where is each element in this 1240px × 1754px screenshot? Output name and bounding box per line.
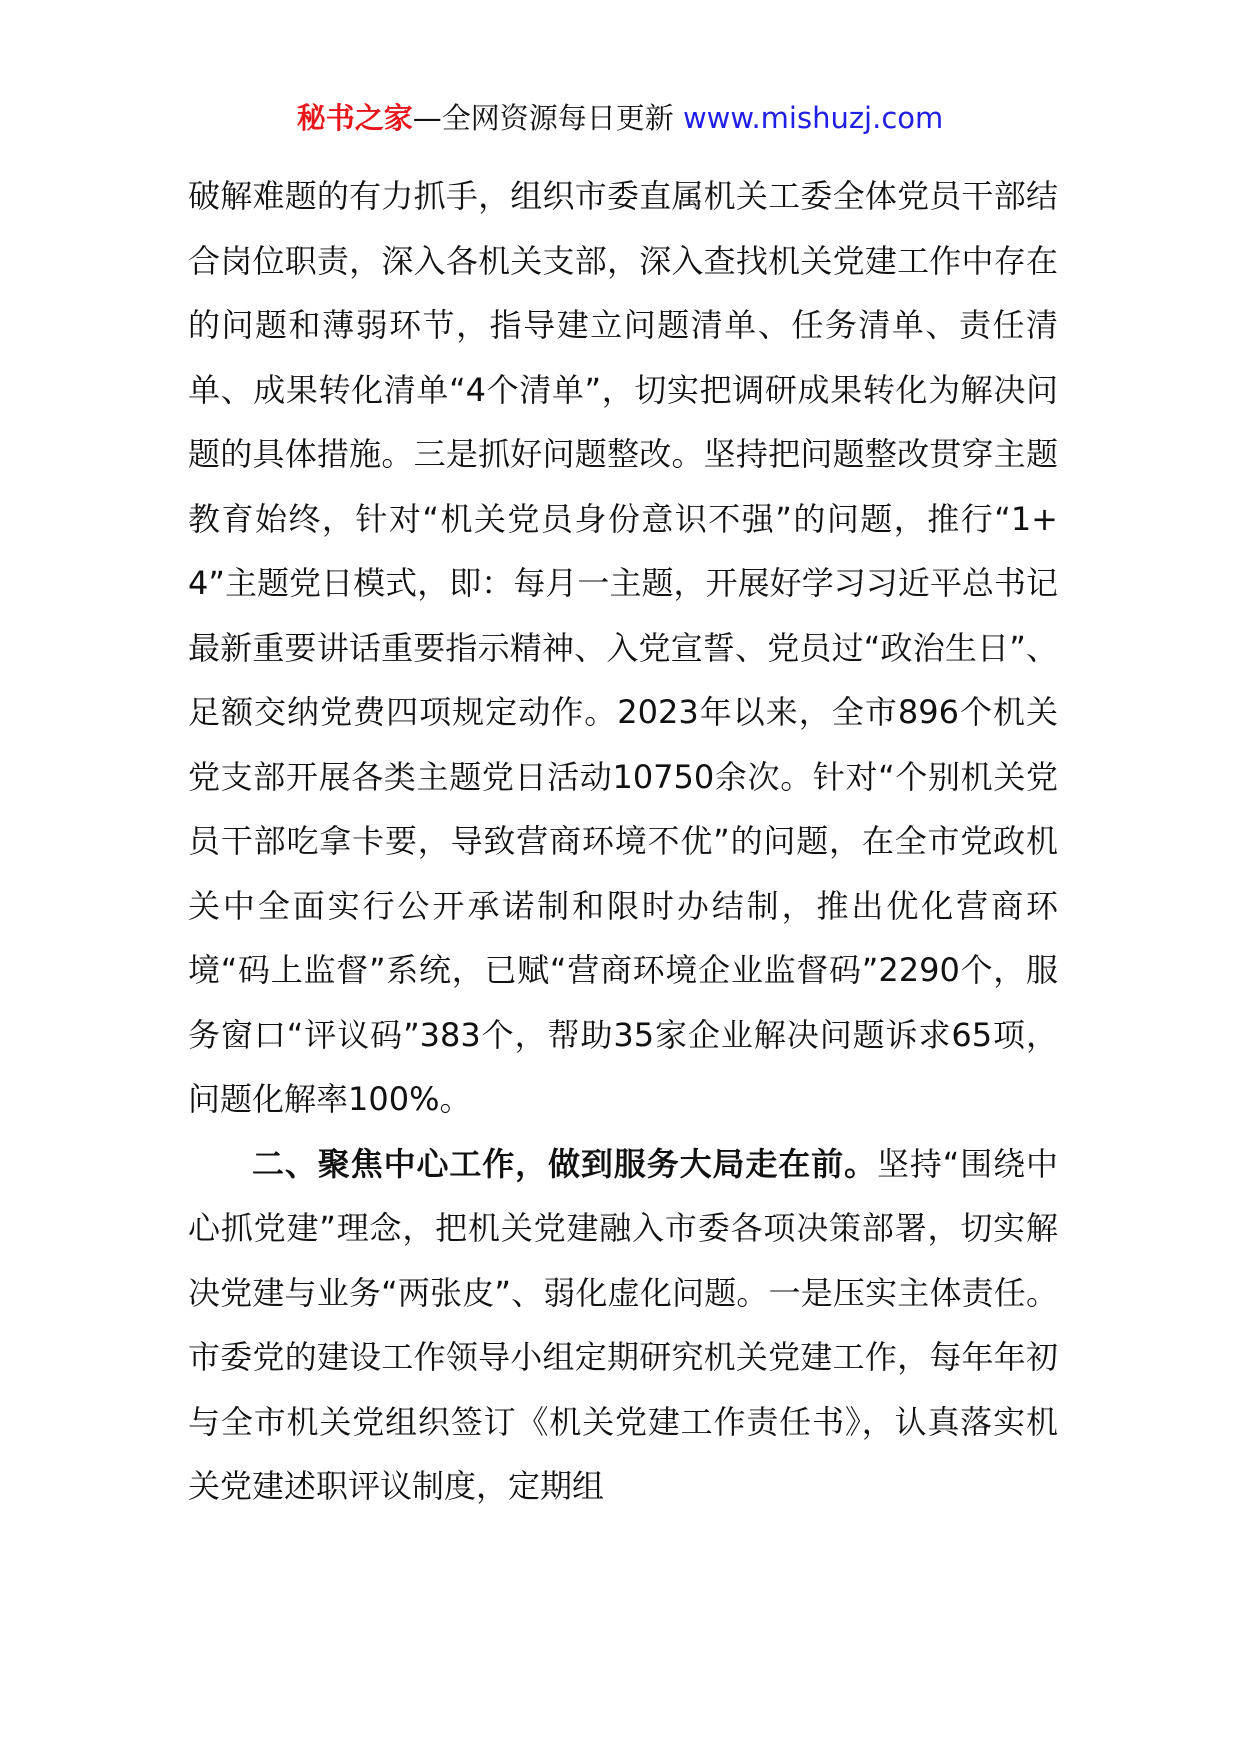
document-body <box>188 164 1058 1519</box>
paragraph-2-text: 坚持“围绕中心抓党建”理念，把机关党建融入市委各项决策部署，切实解决党建与业务“两张皮”、弱化虚化问题。一是压实主体责任。市委党的建设工作领导小组定期研究机关党建工作，每年年初与全市机关党组织签订《机关党建工作责任书》，认真落实机关党建述职评议制度，定期组 <box>188 1144 1058 1505</box>
paragraph-1: 破解难题的有力抓手，组织市委直属机关工委全体党员干部结合岗位职责，深入各机关支部，深入查找机关党建工作中存在的问题和薄弱环节，指导建立问题清单、任务清单、责任清单、成果转化清单“4个清单”，切实把调研成果转化为解决问题的具体措施。三是抓好问题整改。坚持把问题整改贯穿主题教育始终，针对“机关党员身份意识不强”的问题，推行“1+4”主题党日模式，即：每月一主题，开展好学习习近平总书记最新重要讲话重要指示精神、入党宣誓、党员过“政治生日”、足额交纳党费四项规定动作。2023年以来，全市896个机关党支部开展各类主题党日活动10750余次。针对“个别机关党员干部吃拿卡要，导致营商环境不优”的问题，在全市党政机关中全面实行公开承诺制和限时办结制，推出优化营商环境“码上监督”系统，已赋“营商环境企业监督码”2290个，服务窗口“评议码”383个，帮助35家企业解决问题诉求65项，问题化解率100%。 <box>188 177 1058 1118</box>
site-url-link[interactable]: www.mishuzj.com <box>682 101 944 135</box>
paragraph-2 <box>188 1132 1058 1519</box>
header-tagline: —全网资源每日更新 <box>412 101 683 135</box>
brand-name: 秘书之家 <box>296 101 413 135</box>
paragraph-2-heading: 二、聚焦中心工作，做到服务大局走在前。 <box>252 1144 877 1183</box>
site-header <box>0 98 1240 138</box>
